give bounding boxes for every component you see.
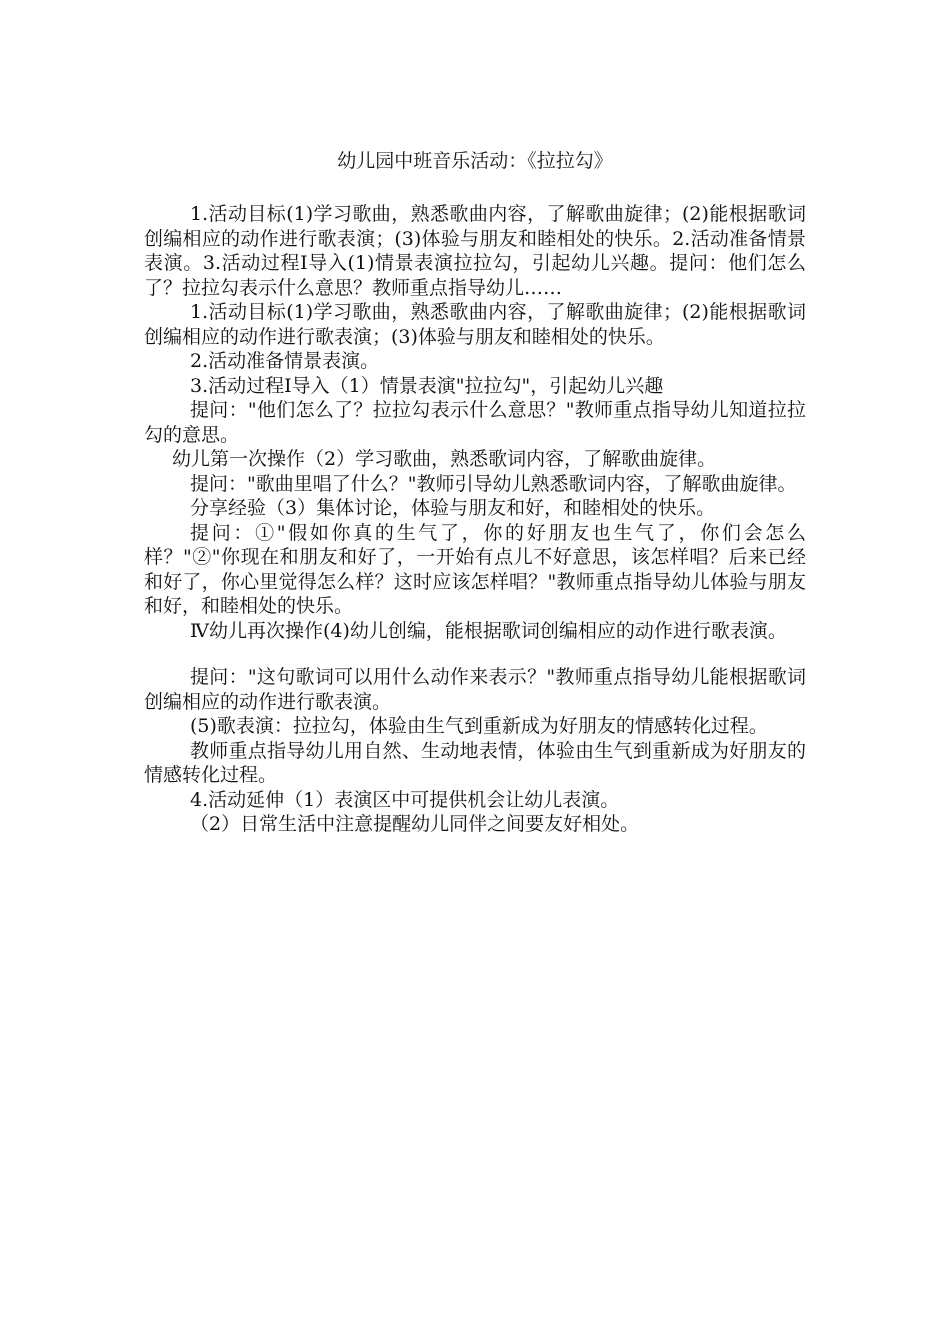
paragraph-question-2: 提问："歌曲里唱了什么？"教师引导幼儿熟悉歌词内容，了解歌曲旋律。 <box>190 472 797 495</box>
document-title: 幼儿园中班音乐活动：《拉拉勾》 <box>337 150 613 172</box>
paragraph-teacher-guidance: 教师重点指导幼儿用自然、生动地表情，体验由生气到重新成为好朋友的情感转化过程。 <box>144 739 806 786</box>
paragraph-question-1: 提问："他们怎么了？拉拉勾表示什么意思？"教师重点指导幼儿知道拉拉勾的意思。 <box>144 399 806 446</box>
paragraph-song-performance: (5)歌表演：拉拉勾，体验由生气到重新成为好朋友的情感转化过程。 <box>190 715 768 737</box>
paragraph-second-operation: Ⅳ幼儿再次操作(4)幼儿创编，能根据歌词创编相应的动作进行歌表演。 <box>190 619 787 642</box>
paragraph-extension-2: （2）日常生活中注意提醒幼儿同伴之间要友好相处。 <box>190 813 640 835</box>
document-body <box>144 148 806 837</box>
paragraph-spacer <box>144 643 806 665</box>
paragraph-summary: 1.活动目标(1)学习歌曲，熟悉歌曲内容，了解歌曲旋律；(2)能根据歌词创编相应的动作进行歌表演；(3)体验与朋友和睦相处的快乐。2.活动准备情景表演。3.活动过程Ⅰ导入(1)情景表演拉拉勾，引起幼儿兴趣。提问：他们怎么了？拉拉勾表示什么意思？教师重点指导幼儿…… <box>144 203 806 299</box>
paragraph-extension-1: 4.活动延伸（1）表演区中可提供机会让幼儿表演。 <box>190 788 620 811</box>
paragraph-process-intro: 3.活动过程Ⅰ导入（1）情景表演"拉拉勾"，引起幼儿兴趣 <box>190 374 664 397</box>
paragraph-question-4: 提问："这句歌词可以用什么动作来表示？"教师重点指导幼儿能根据歌词创编相应的动作进行歌表演。 <box>144 666 806 713</box>
paragraph-preparation: 2.活动准备情景表演。 <box>190 350 380 372</box>
paragraph-first-operation: 幼儿第一次操作（2）学习歌曲，熟悉歌词内容，了解歌曲旋律。 <box>172 448 717 470</box>
paragraph-share-experience: 分享经验（3）集体讨论，体验与朋友和好，和睦相处的快乐。 <box>190 497 716 519</box>
paragraph-goals: 1.活动目标(1)学习歌曲，熟悉歌曲内容，了解歌曲旋律；(2)能根据歌词创编相应的动作进行歌表演；(3)体验与朋友和睦相处的快乐。 <box>144 301 806 348</box>
paragraph-question-3: 提问：①"假如你真的生气了，你的好朋友也生气了，你们会怎么样？"②"你现在和朋友和好了，一开始有点儿不好意思，该怎样唱？后来已经和好了，你心里觉得怎么样？这时应该怎样唱？"教师重点指导幼儿体验与朋友和好，和睦相处的快乐。 <box>144 521 806 617</box>
